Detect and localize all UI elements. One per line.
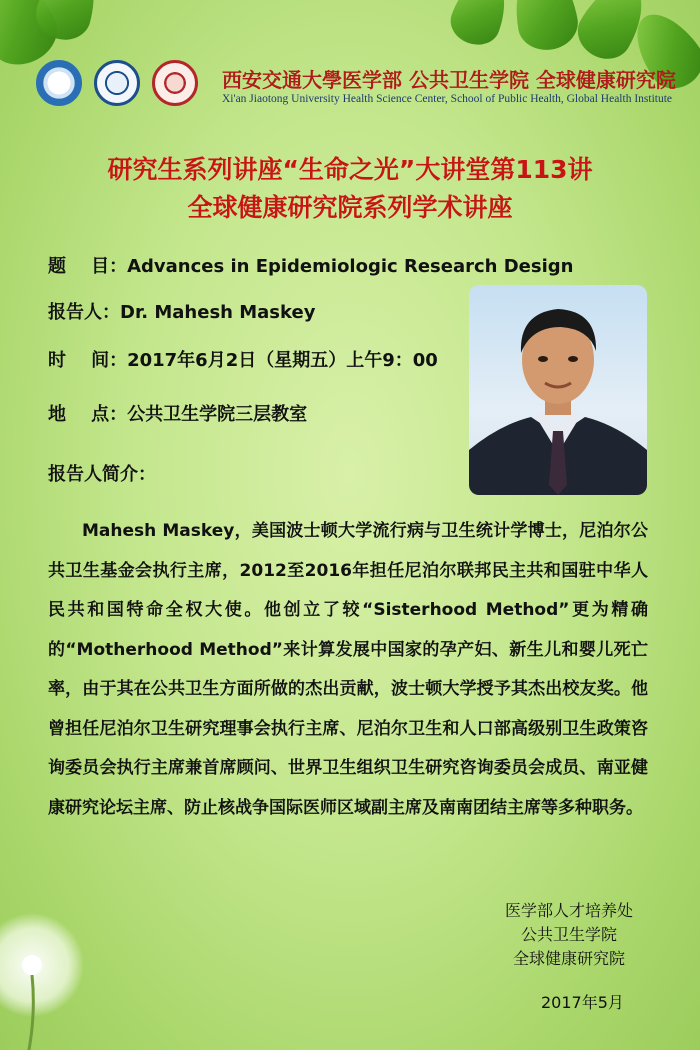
time-value: 2017年6月2日（星期五）上午9：00	[127, 350, 438, 371]
lecture-subtitle: 全球健康研究院系列学术讲座	[187, 193, 513, 222]
signature-org-2: 公共卫生学院	[521, 925, 618, 944]
speaker-portrait-icon	[469, 285, 647, 495]
dandelion-icon	[0, 905, 100, 1050]
speaker-value: Dr. Mahesh Maskey	[120, 302, 316, 323]
bio-heading: 报告人简介：	[48, 464, 156, 485]
venue-label: 地 点：	[48, 404, 128, 425]
venue-value: 公共卫生学院三层教室	[127, 404, 308, 425]
speaker-photo	[469, 285, 647, 495]
logo-group	[36, 60, 198, 106]
speaker-label: 报告人：	[48, 302, 120, 323]
time-label: 时 间：	[48, 350, 128, 371]
university-logo	[36, 60, 82, 106]
public-health-school-logo	[152, 60, 198, 106]
topic-value: Advances in Epidemiologic Research Design	[127, 256, 574, 277]
venue-row	[48, 400, 307, 426]
speaker-row	[48, 298, 315, 324]
institution-name-en: Xi'an Jiaotong University Health Science Center, School of Public Health, Global Health Institute	[222, 93, 673, 105]
leaf-decoration	[508, 0, 582, 55]
signature-org-1: 医学部人才培养处	[505, 901, 634, 920]
signature-date: 2017年5月	[541, 993, 624, 1012]
lecture-title: 研究生系列讲座“生命之光”大讲堂第113讲	[107, 155, 593, 184]
signature-org-3: 全球健康研究院	[513, 949, 626, 968]
health-center-logo	[94, 60, 140, 106]
biography-text: Mahesh Maskey，美国波士顿大学流行病与卫生统计学博士，尼泊尔公共卫生基金会执行主席，2012至2016年担任尼泊尔联邦民主共和国驻中华人民共和国特命全权大使。他创立了较“Sisterhood Method”更为精确的“Motherhood Method”来计算发展中国家的孕产妇、新生儿和婴儿死亡率，由于其在公共卫生方面所做的杰出贡献，波士顿大学授予其杰出校友奖。他曾担任尼泊尔卫生研究理事会执行主席、尼泊尔卫生和人口部高级别卫生政策咨询委员会执行主席兼首席顾问、世界卫生组织卫生研究咨询委员会成员、南亚健康研究论坛主席、防止核战争国际医师区域副主席及南南团结主席等多种职务。	[48, 521, 648, 818]
institution-name-cn: 西安交通大學医学部 公共卫生学院 全球健康研究院	[222, 68, 676, 92]
topic-label: 题 目：	[48, 256, 128, 277]
leaf-decoration	[445, 0, 516, 51]
speaker-biography	[48, 512, 648, 828]
topic-row	[48, 252, 573, 278]
time-row	[48, 346, 438, 372]
